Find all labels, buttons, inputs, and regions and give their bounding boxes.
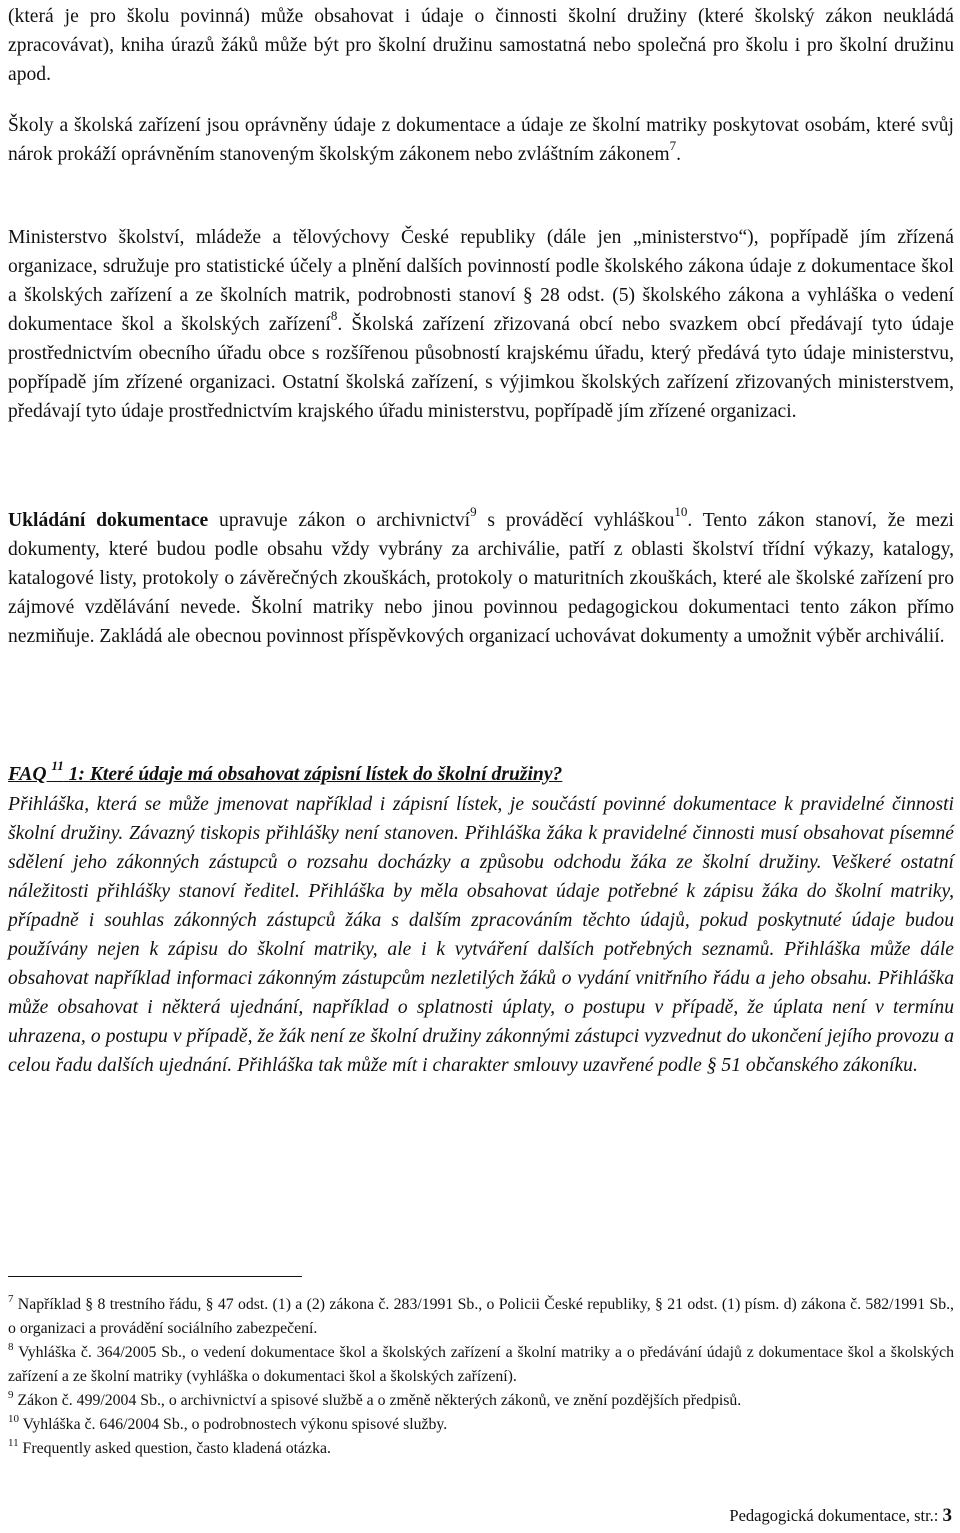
paragraph-3	[8, 223, 954, 426]
footnote-text: Například § 8 trestního řádu, § 47 odst. (1) a (2) zákona č. 283/1991 Sb., o Policii České republiky, § 21 odst. (1) písm. d) zákona č. 582/1991 Sb., o organizaci a provádění sociálního zabezpečení.	[8, 1296, 954, 1337]
footnote-11	[8, 1437, 954, 1461]
faq-question-text: 1: Které údaje má obsahovat zápisní lístek do školní družiny?	[63, 764, 563, 785]
paragraph-4-part-a: upravuje zákon o archivnictví	[208, 510, 471, 531]
footnote-7	[8, 1293, 954, 1341]
footnote-ref-7[interactable]: 7	[669, 138, 677, 154]
footnote-number: 11	[8, 1436, 19, 1449]
footnote-ref-9[interactable]: 9	[470, 504, 477, 520]
archiving-heading: Ukládání dokumentace	[8, 510, 209, 531]
paragraph-2-end: .	[676, 144, 682, 165]
footnote-number: 10	[8, 1412, 19, 1425]
paragraph-4-part-c: . Tento zákon stanoví, že mezi dokumenty, které budou podle obsahu vždy vybrány za archiválie, patří z oblasti školství třídní výkazy, katalogy, katalogové listy, protokoly o závěrečných zkouškách, protokoly o maturitních zkouškách, které ale školské zařízení pro zájmové vzdělávání nevede. Školní matriky nebo jinou povinnou pedagogickou dokumentaci tento zákon přímo nezmiňuje. Zakládá ale obecnou povinnost příspěvkových organizací uchovávat dokumenty a umožnit výběr archiválií.	[8, 510, 954, 647]
footnote-8	[8, 1341, 954, 1389]
footnote-text: Zákon č. 499/2004 Sb., o archivnictví a spisové službě a o změně některých zákonů, ve znění pozdějších předpisů.	[13, 1392, 742, 1409]
paragraph-1: (která je pro školu povinná) může obsahovat i údaje o činnosti školní družiny (které školský zákon neukládá zpracovávat), kniha úrazů žáků může být pro školní družinu samostatná nebo společná pro školu i pro školní družinu apod.	[8, 6, 954, 85]
footnote-ref-10[interactable]: 10	[674, 504, 688, 520]
footer-label: Pedagogická dokumentace, str.:	[729, 1506, 943, 1525]
page-footer	[729, 1505, 952, 1527]
paragraph-2-text: Školy a školská zařízení jsou oprávněny údaje z dokumentace a údaje ze školní matriky poskytovat osobám, které svůj nárok prokáží oprávněním stanoveným školským zákonem nebo zvláštním zákonem	[8, 115, 954, 165]
page-number: 3	[942, 1505, 952, 1526]
paragraph-3-part-a: Ministerstvo školství, mládeže a tělovýchovy České republiky (dále jen „ministerstvo“), popřípadě jím zřízená organizace, sdružuje pro statistické účely a plnění dalších povinností podle školského zákona údaje z dokumentace škol a školských zařízení a ze školních matrik, podrobnosti stanoví § 28 odst. (5) školského zákona a vyhláška o vedení dokumentace škol a školských zařízení	[8, 227, 954, 335]
footnote-ref-11[interactable]: 11	[51, 758, 64, 774]
paragraph-2	[8, 111, 954, 169]
faq-question	[8, 760, 562, 789]
faq-label: FAQ	[8, 764, 47, 785]
footnote-separator	[8, 1276, 302, 1277]
footnote-9	[8, 1389, 954, 1413]
footnote-text: Vyhláška č. 646/2004 Sb., o podrobnostech výkonu spisové služby.	[19, 1416, 448, 1433]
paragraph-4	[8, 506, 954, 651]
footnote-number: 7	[8, 1292, 14, 1305]
footnote-text: Frequently asked question, často kladená otázka.	[18, 1440, 331, 1457]
footnotes	[8, 1293, 954, 1461]
footnote-number: 9	[8, 1388, 14, 1401]
footnote-10	[8, 1413, 954, 1437]
paragraph-3-part-b: . Školská zařízení zřizovaná obcí nebo svazkem obcí předávají tyto údaje prostřednictvím obecního úřadu obce s rozšířenou působností krajskému úřadu, který předává tyto údaje ministerstvu, popřípadě jím zřízené organizaci. Ostatní školská zařízení, s výjimkou školských zařízení zřizovaných ministerstvem, předávají tyto údaje prostřednictvím krajského úřadu ministerstvu, popřípadě jím zřízené organizaci.	[8, 314, 954, 422]
footnote-text: Vyhláška č. 364/2005 Sb., o vedení dokumentace škol a školských zařízení a školní matriky a o předávání údajů z dokumentace škol a školských zařízení a ze školní matriky (vyhláška o dokumentaci škol a školských zařízení).	[8, 1344, 954, 1385]
paragraph-4-part-b: s prováděcí vyhláškou	[476, 510, 675, 531]
footnote-ref-8[interactable]: 8	[330, 308, 338, 324]
footnote-number: 8	[8, 1340, 14, 1353]
faq-answer: Přihláška, která se může jmenovat například i zápisní lístek, je součástí povinné dokumentace k pravidelné činnosti školní družiny. Závazný tiskopis přihlášky není stanoven. Přihláška žáka k pravidelné činnosti musí obsahovat písemné sdělení jeho zákonných zástupců o rozsahu docházky a způsobu odchodu žáka ze školní družiny. Veškeré ostatní náležitosti přihlášky stanoví ředitel. Přihláška by měla obsahovat údaje potřebné k zápisu žáka do školní matriky, případně i souhlas zákonných zástupců žáka s dalším zpracováním těchto údajů, pokud poskytnuté údaje budou používány nejen k zápisu do školní matriky, ale i k vytváření dalších potřebných seznamů. Přihláška může dále obsahovat například informaci zákonným zástupcům nezletilých žáků o vydání vnitřního řádu a jeho obsahu. Přihláška může obsahovat i některá ujednání, například o splatnosti úplaty, o postupu v případě, že úplata není v termínu uhrazena, o postupu v případě, že žák není ze školní družiny zákonnými zástupci vyzvednut do ukončení jejího provozu a celou řadu dalších ujednání. Přihláška tak může mít i charakter smlouvy uzavřené podle § 51 občanského zákoníku.	[8, 794, 954, 1076]
